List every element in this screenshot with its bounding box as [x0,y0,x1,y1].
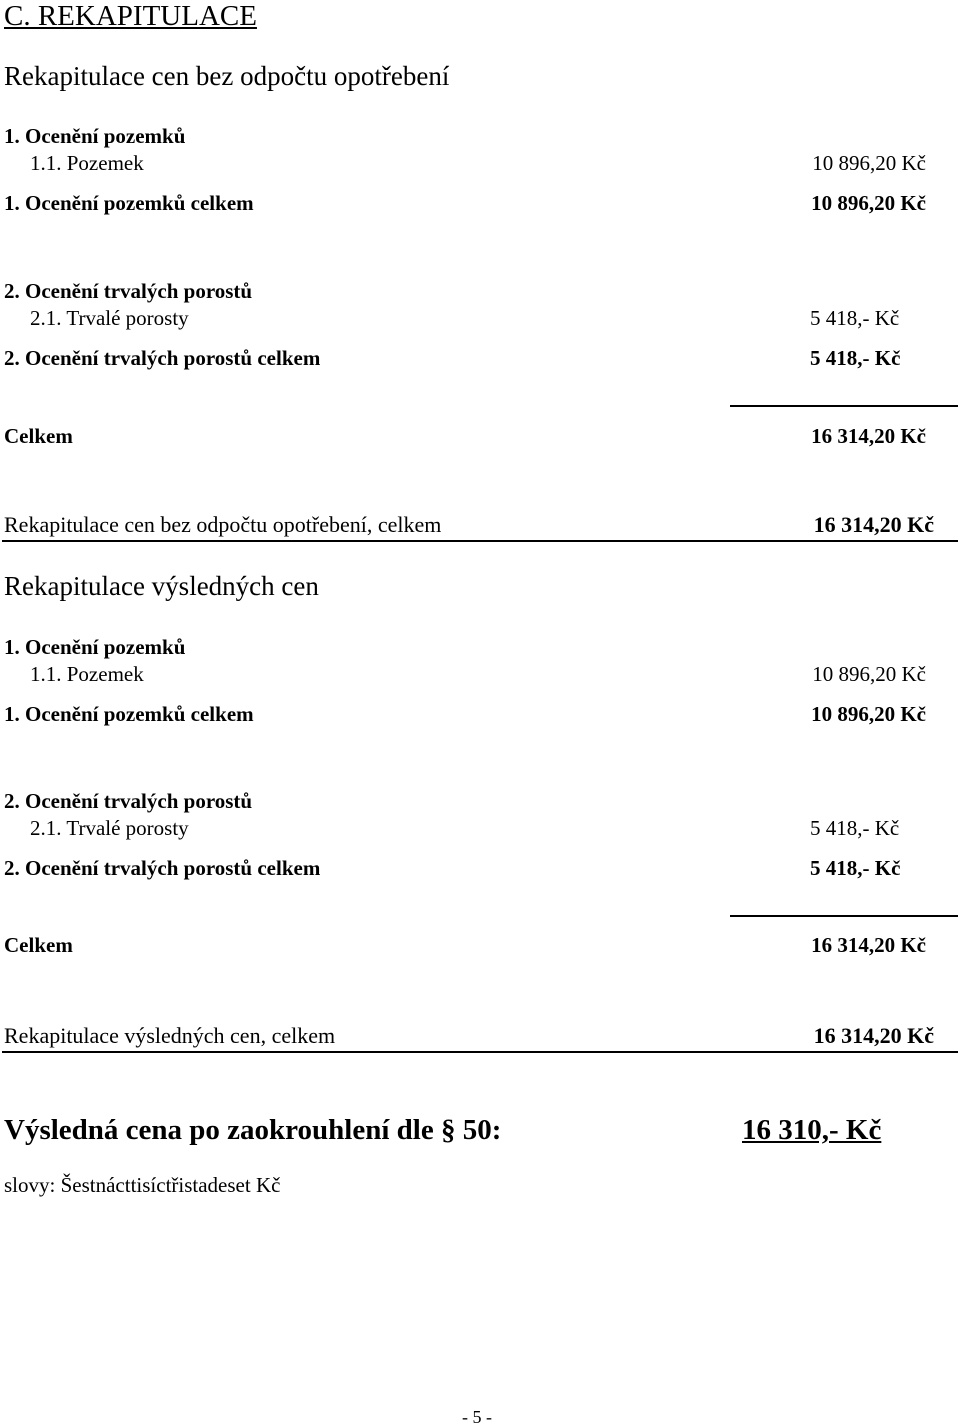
section-title-vysl: Rekapitulace výsledných cen [4,571,319,601]
sum-rule [730,405,958,407]
group-total-value: 5 418,- Kč [810,856,901,880]
page-number: - 5 - [462,1407,492,1427]
sum-rule [730,915,958,917]
item-value: 5 418,- Kč [810,306,900,330]
group-label: 2. Ocenění trvalých porostů [4,279,253,303]
group-total-value: 5 418,- Kč [810,346,901,370]
grand-total-rule [2,1051,958,1053]
price-in-words: slovy: Šestnácttisíctřistadeset Kč [4,1173,281,1197]
group-total-label: 1. Ocenění pozemků celkem [4,191,254,215]
group-label: 1. Ocenění pozemků [4,635,186,659]
section-title-bez: Rekapitulace cen bez odpočtu opotřebení [4,61,450,91]
group-total-value: 10 896,20 Kč [811,702,926,726]
sum-label: Celkem [4,424,73,448]
sum-value: 16 314,20 Kč [811,933,926,957]
item-value: 10 896,20 Kč [812,662,926,686]
grand-total-value: 16 314,20 Kč [813,512,934,537]
sum-value: 16 314,20 Kč [811,424,926,448]
item-label: 2.1. Trvalé porosty [30,816,189,840]
grand-total-rule [2,540,958,542]
grand-total-value: 16 314,20 Kč [813,1023,934,1048]
item-label: 1.1. Pozemek [30,662,144,686]
grand-total-label: Rekapitulace výsledných cen, celkem [4,1023,336,1048]
grand-total-label: Rekapitulace cen bez odpočtu opotřebení, celkem [4,512,442,537]
sum-label: Celkem [4,933,73,957]
group-total-label: 2. Ocenění trvalých porostů celkem [4,856,321,880]
final-price-label: Výsledná cena po zaokrouhlení dle § 50: [4,1114,502,1146]
group-label: 2. Ocenění trvalých porostů [4,789,253,813]
group-total-label: 2. Ocenění trvalých porostů celkem [4,346,321,370]
item-label: 2.1. Trvalé porosty [30,306,189,330]
group-label: 1. Ocenění pozemků [4,124,186,148]
item-label: 1.1. Pozemek [30,151,144,175]
group-total-value: 10 896,20 Kč [811,191,926,215]
group-total-label: 1. Ocenění pozemků celkem [4,702,254,726]
final-price-value: 16 310,- Kč [742,1114,882,1146]
section-heading: C. REKAPITULACE [4,0,257,32]
item-value: 5 418,- Kč [810,816,900,840]
item-value: 10 896,20 Kč [812,151,926,175]
